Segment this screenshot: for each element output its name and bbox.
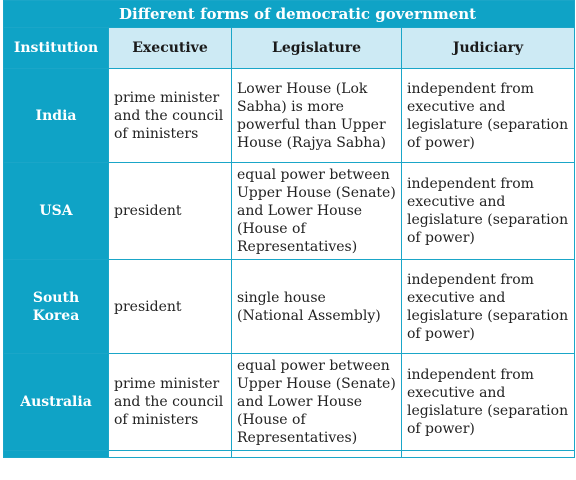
judiciary-cell: independent from executive and legislature (separation of power) (402, 354, 575, 451)
table-row-partial (4, 451, 575, 458)
legislature-cell: single house (National Assembly) (232, 260, 402, 354)
header-row (4, 28, 575, 69)
institution-cell: India (4, 69, 109, 163)
executive-cell-partial (109, 451, 232, 458)
table-row (4, 69, 575, 163)
government-comparison-table (3, 0, 575, 458)
judiciary-cell: independent from executive and legislature (separation of power) (402, 260, 575, 354)
legislature-cell: Lower House (Lok Sabha) is more powerful than Upper House (Rajya Sabha) (232, 69, 402, 163)
header-institution: Institution (4, 28, 109, 69)
judiciary-cell: independent from executive and legislature (separation of power) (402, 69, 575, 163)
executive-cell: president (109, 260, 232, 354)
table-title: Different forms of democratic government (4, 1, 575, 28)
header-legislature: Legislature (232, 28, 402, 69)
institution-cell: USA (4, 163, 109, 260)
executive-cell: prime minister and the council of ministers (109, 354, 232, 451)
judiciary-cell: independent from executive and legislature (separation of power) (402, 163, 575, 260)
legislature-cell: equal power between Upper House (Senate) and Lower House (House of Representatives) (232, 163, 402, 260)
executive-cell: prime minister and the council of ministers (109, 69, 232, 163)
institution-cell: Australia (4, 354, 109, 451)
header-judiciary: Judiciary (402, 28, 575, 69)
institution-cell-partial (4, 451, 109, 458)
title-row (4, 1, 575, 28)
executive-cell: president (109, 163, 232, 260)
table-row (4, 260, 575, 354)
legislature-cell-partial (232, 451, 402, 458)
header-executive: Executive (109, 28, 232, 69)
table-row (4, 163, 575, 260)
judiciary-cell-partial (402, 451, 575, 458)
institution-cell: South Korea (4, 260, 109, 354)
legislature-cell: equal power between Upper House (Senate) and Lower House (House of Representatives) (232, 354, 402, 451)
table-row (4, 354, 575, 451)
